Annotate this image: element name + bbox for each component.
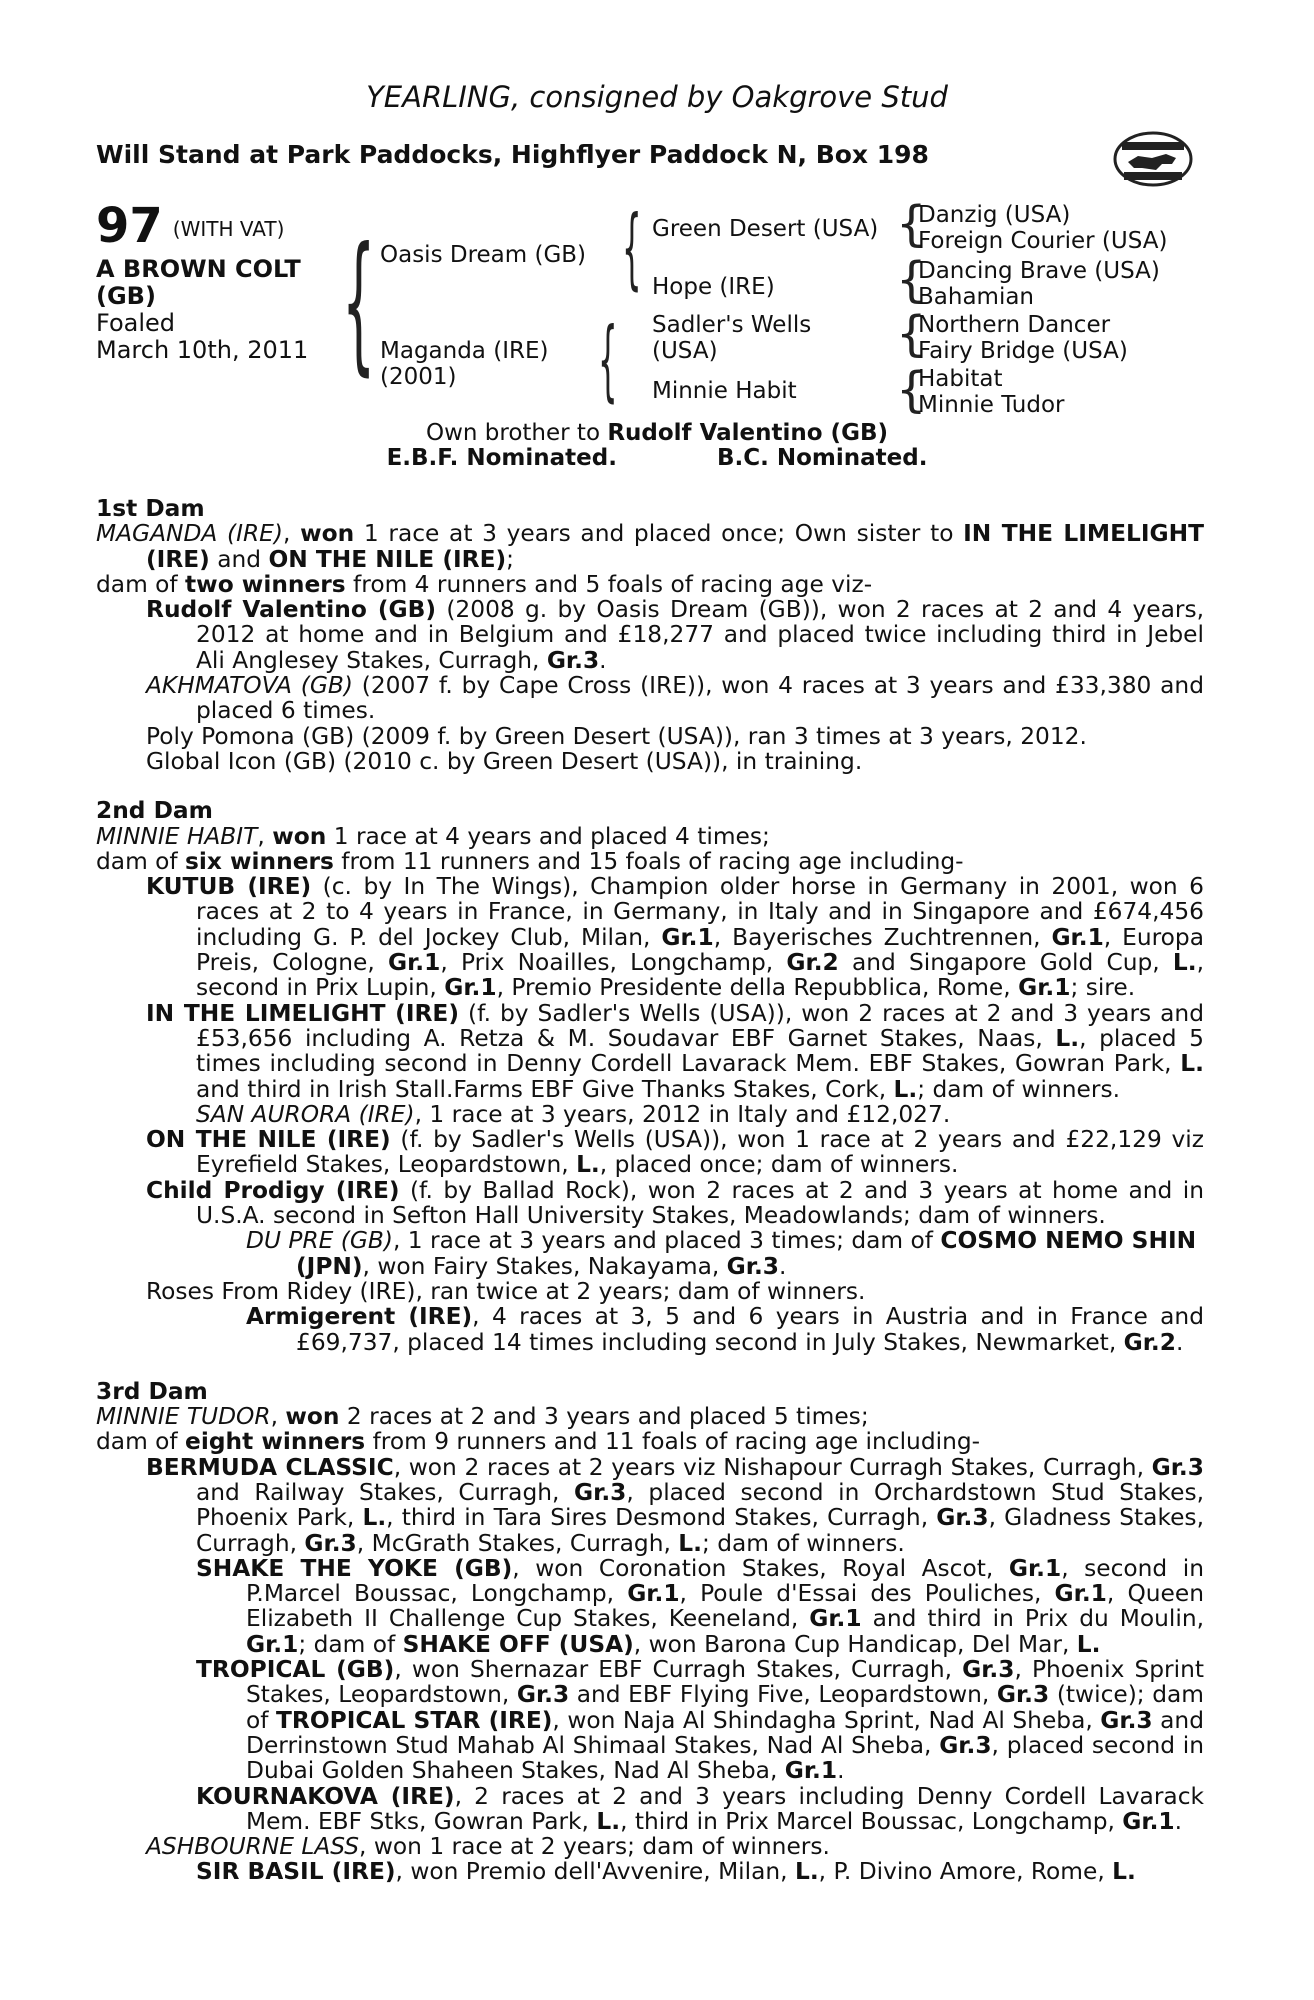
foaled-date: March 10th, 2011 [96, 336, 309, 364]
produce-entry: ON THE NILE (IRE) (f. by Sadler's Wells (USA)), won 1 race at 2 years and £22,129 viz Eyrefield Stakes, Leopardstown, L., placed once; dam of winners. [146, 1126, 1204, 1179]
produce-entry: TROPICAL (GB), won Shernazar EBF Curragh Stakes, Curragh, Gr.3, Phoenix Sprint Stakes, Leopardstown, Gr.3 and EBF Flying Five, Leopardstown, Gr.3 (twice); dam of TROPICAL STAR (IRE), won Naja Al Shindagha Sprint, Nad Al Sheba, Gr.3 and Derrinstown Stud Mahab Al Shimaal Stakes, Nad Al Sheba, Gr.3, placed second in Dubai Golden Shaheen Stakes, Nad Al Sheba, Gr.1. [196, 1656, 1204, 1785]
ssd: Foreign Courier (USA) [918, 228, 1168, 254]
third-dam-section [96, 1379, 1204, 1885]
produce-entry: BERMUDA CLASSIC, won 2 races at 2 years viz Nishapour Curragh Stakes, Curragh, Gr.3 and Railway Stakes, Curragh, Gr.3, placed second in Orchardstown Stud Stakes, Phoenix Park, L., third in Tara Sires Desmond Stakes, Curragh, Gr.3, Gladness Stakes, Curragh, Gr.3, McGrath Stakes, Curragh, L.; dam of winners. [146, 1453, 1204, 1557]
ebf-nominated: E.B.F. Nominated. [386, 445, 617, 471]
page-title: YEARLING, consigned by Oakgrove Stud [366, 80, 948, 114]
dam-dam: Minnie Habit [652, 378, 797, 404]
dam-sire: Sadler's Wells [652, 312, 812, 338]
produce-entry: AKHMATOVA (GB) (2007 f. by Cape Cross (IRE)), won 4 races at 3 years and £33,380 and placed 6 times. [146, 672, 1204, 725]
dsd: Fairy Bridge (USA) [918, 338, 1128, 364]
nominations [0, 445, 1314, 471]
second-dam-entry: MINNIE HABIT, won 1 race at 4 years and placed 4 times; [96, 822, 770, 850]
produce-entry: Roses From Ridey (IRE), ran twice at 2 years; dam of winners. [146, 1277, 866, 1305]
produce-entry: ASHBOURNE LASS, won 1 race at 2 years; dam of winners. [146, 1833, 830, 1861]
colt-origin: (GB) [96, 282, 156, 310]
sire: Oasis Dream (GB) [380, 242, 587, 268]
first-dam-heading: 1st Dam [96, 495, 205, 522]
first-dam-section [96, 496, 1204, 774]
produce-entry: (JPN), won Fairy Stakes, Nakayama, Gr.3. [296, 1252, 787, 1280]
produce-entry: KUTUB (IRE) (c. by In The Wings), Champion older horse in Germany in 2001, won 6 races at 2 to 4 years in France, in Germany, in Italy and in Singapore and £674,456 including G. P. del Jockey Club, Milan, Gr.1, Bayerisches Zuchtrennen, Gr.1, Europa Preis, Cologne, Gr.1, Prix Noailles, Longchamp, Gr.2 and Singapore Gold Cup, L., second in Prix Lupin, Gr.1, Premio Presidente della Repubblica, Rome, Gr.1; sire. [146, 873, 1205, 1002]
produce-entry: Armigerent (IRE), 4 races at 3, 5 and 6 years in Austria and in France and £69,737, placed 14 times including second in July Stakes, Newmarket, Gr.2. [246, 1303, 1204, 1356]
produce-entry: Child Prodigy (IRE) (f. by Ballad Rock), won 2 races at 2 and 3 years at home and in U.S.A. second in Sefton Hall University Stakes, Meadowlands; dam of winners. [146, 1176, 1204, 1230]
dam-sire-origin: (USA) [652, 338, 718, 364]
second-dam-heading: 2nd Dam [96, 797, 213, 825]
brother-note [0, 420, 1314, 446]
lot-description [96, 256, 308, 364]
yearling-bonus-logo [1112, 128, 1194, 190]
lot-number [96, 198, 285, 254]
second-dam-section [96, 798, 1204, 1355]
produce-entry: SAN AURORA (IRE), 1 race at 3 years, 2012 in Italy and £12,027. [196, 1100, 951, 1128]
produce-entry: IN THE LIMELIGHT (IRE) (f. by Sadler's Wells (USA)), won 2 races at 2 and 3 years and £53,656 including A. Retza & M. Soudavar EBF Garnet Stakes, Naas, L., placed 5 times including second in Denny Cordell Lavarack Mem. EBF Stakes, Gowran Park, L. and third in Irish Stall.Farms EBF Give Thanks Stakes, Cork, L.; dam of winners. [146, 999, 1204, 1103]
brother-name: Rudolf Valentino (GB) [607, 420, 888, 446]
third-dam-entry: MINNIE TUDOR, won 2 races at 2 and 3 years and placed 5 times; [96, 1403, 869, 1431]
dds: Habitat [918, 366, 1003, 392]
third-dam-heading: 3rd Dam [96, 1377, 208, 1405]
sdd: Bahamian [918, 284, 1035, 310]
lot-number-value: 97 [96, 198, 163, 254]
produce-entry: SHAKE THE YOKE (GB), won Coronation Stakes, Royal Ascot, Gr.1, second in P.Marcel Boussac, Longchamp, Gr.1, Poule d'Essai des Pouliches, Gr.1, Queen Elizabeth II Challenge Cup Stakes, Keeneland, Gr.1 and third in Prix du Moulin, Gr.1; dam of SHAKE OFF (USA), won Barona Cup Handicap, Del Mar, L. [196, 1554, 1204, 1658]
produce-entry: Poly Pomona (GB) (2009 f. by Green Desert (USA)), ran 3 times at 3 years, 2012. [146, 722, 1087, 750]
produce-entry: SIR BASIL (IRE), won Premio dell'Avvenire, Milan, L., P. Divino Amore, Rome, L. [196, 1858, 1136, 1886]
dss: Northern Dancer [918, 312, 1111, 338]
ddd: Minnie Tudor [918, 392, 1065, 418]
bc-nominated: B.C. Nominated. [716, 445, 928, 471]
first-dam-entry: MAGANDA (IRE), won 1 race at 3 years and placed once; Own sister to IN THE LIMELIGHT (IRE) and ON THE NILE (IRE); [96, 520, 1205, 573]
catalogue-body [96, 496, 1204, 1885]
dam-year: (2001) [380, 364, 457, 390]
first-dam-produce: dam of two winners from 4 runners and 5 foals of racing age viz- [96, 570, 873, 598]
third-dam-produce: dam of eight winners from 9 runners and 11 foals of racing age including- [96, 1428, 981, 1456]
sire-dam: Hope (IRE) [652, 274, 775, 300]
produce-entry: Rudolf Valentino (GB) (2008 g. by Oasis Dream (GB)), won 2 races at 2 and 4 years, 2012 at home and in Belgium and £18,277 and placed twice including third in Jebel Ali Anglesey Stakes, Curragh, Gr.3. [146, 596, 1204, 674]
brother-prefix: Own brother to [425, 420, 608, 446]
sds: Dancing Brave (USA) [918, 258, 1160, 284]
dam-name: Maganda (IRE) [380, 338, 549, 364]
colt-description: A BROWN COLT [96, 255, 301, 283]
produce-entry: KOURNAKOVA (IRE), 2 races at 2 and 3 years including Denny Cordell Lavarack Mem. EBF Stks, Gowran Park, L., third in Prix Marcel Boussac, Longchamp, Gr.1. [196, 1782, 1204, 1835]
sss: Danzig (USA) [918, 202, 1071, 228]
foaled-label: Foaled [96, 309, 176, 337]
produce-entry: DU PRE (GB), 1 race at 3 years and placed 3 times; dam of COSMO NEMO SHIN [246, 1227, 1197, 1255]
stand-location: Will Stand at Park Paddocks, Highflyer Paddock N, Box 198 [96, 140, 929, 169]
produce-entry: Global Icon (GB) (2010 c. by Green Desert (USA)), in training. [146, 747, 863, 775]
vat-note: (WITH VAT) [172, 217, 285, 241]
sire-sire: Green Desert (USA) [652, 216, 879, 242]
second-dam-produce: dam of six winners from 11 runners and 15 foals of racing age including- [96, 847, 964, 875]
